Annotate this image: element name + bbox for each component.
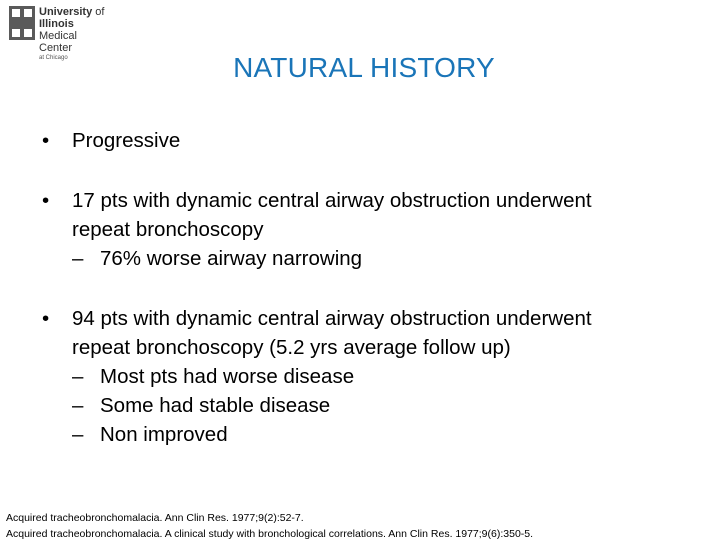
university-logo [9, 6, 109, 61]
bullet-icon: • [42, 189, 50, 212]
reference-line: Acquired tracheobronchomalacia. A clinical study with bronchological correlations. Ann Clin Res. 1977;9(6):350-5. [6, 528, 534, 540]
uic-emblem-icon [9, 6, 35, 40]
bullet-icon: • [42, 129, 50, 152]
sub-bullet-item [40, 391, 710, 420]
sub-bullet-text: Some had stable disease [100, 394, 331, 417]
sub-bullet-item [40, 420, 710, 449]
dash-icon: – [72, 423, 84, 446]
bullet-item [40, 126, 710, 155]
logo-line3: Medical Center [39, 30, 77, 54]
bullet-text-line: repeat bronchoscopy (5.2 yrs average follow up) [72, 336, 511, 359]
dash-icon: – [72, 365, 84, 388]
sub-bullet-item [40, 244, 710, 273]
logo-line1: University [39, 6, 93, 18]
slide-title: NATURAL HISTORY [233, 52, 495, 83]
logo-line2: Illinois [39, 18, 74, 30]
dash-icon: – [72, 247, 84, 270]
sub-bullet-text: Most pts had worse disease [100, 365, 355, 388]
sub-bullet-text: 76% worse airway narrowing [100, 247, 363, 270]
bullet-text-line: repeat bronchoscopy [72, 218, 264, 241]
slide-content [40, 126, 710, 449]
bullet-item [40, 304, 710, 362]
bullet-item [40, 186, 710, 244]
bullet-text: Progressive [72, 129, 181, 152]
bullet-text-line: 94 pts with dynamic central airway obstruction underwent [72, 307, 592, 330]
bullet-text-line: 17 pts with dynamic central airway obstruction underwent [72, 189, 592, 212]
references [6, 510, 533, 542]
logo-line1-of: of [95, 6, 105, 18]
sub-bullet-text: Non improved [100, 423, 228, 446]
sub-bullet-item [40, 362, 710, 391]
bullet-icon: • [42, 307, 50, 330]
reference-line: Acquired tracheobronchomalacia. Ann Clin Res. 1977;9(2):52-7. [6, 512, 304, 524]
logo-line4: at Chicago [39, 55, 68, 61]
dash-icon: – [72, 394, 84, 417]
